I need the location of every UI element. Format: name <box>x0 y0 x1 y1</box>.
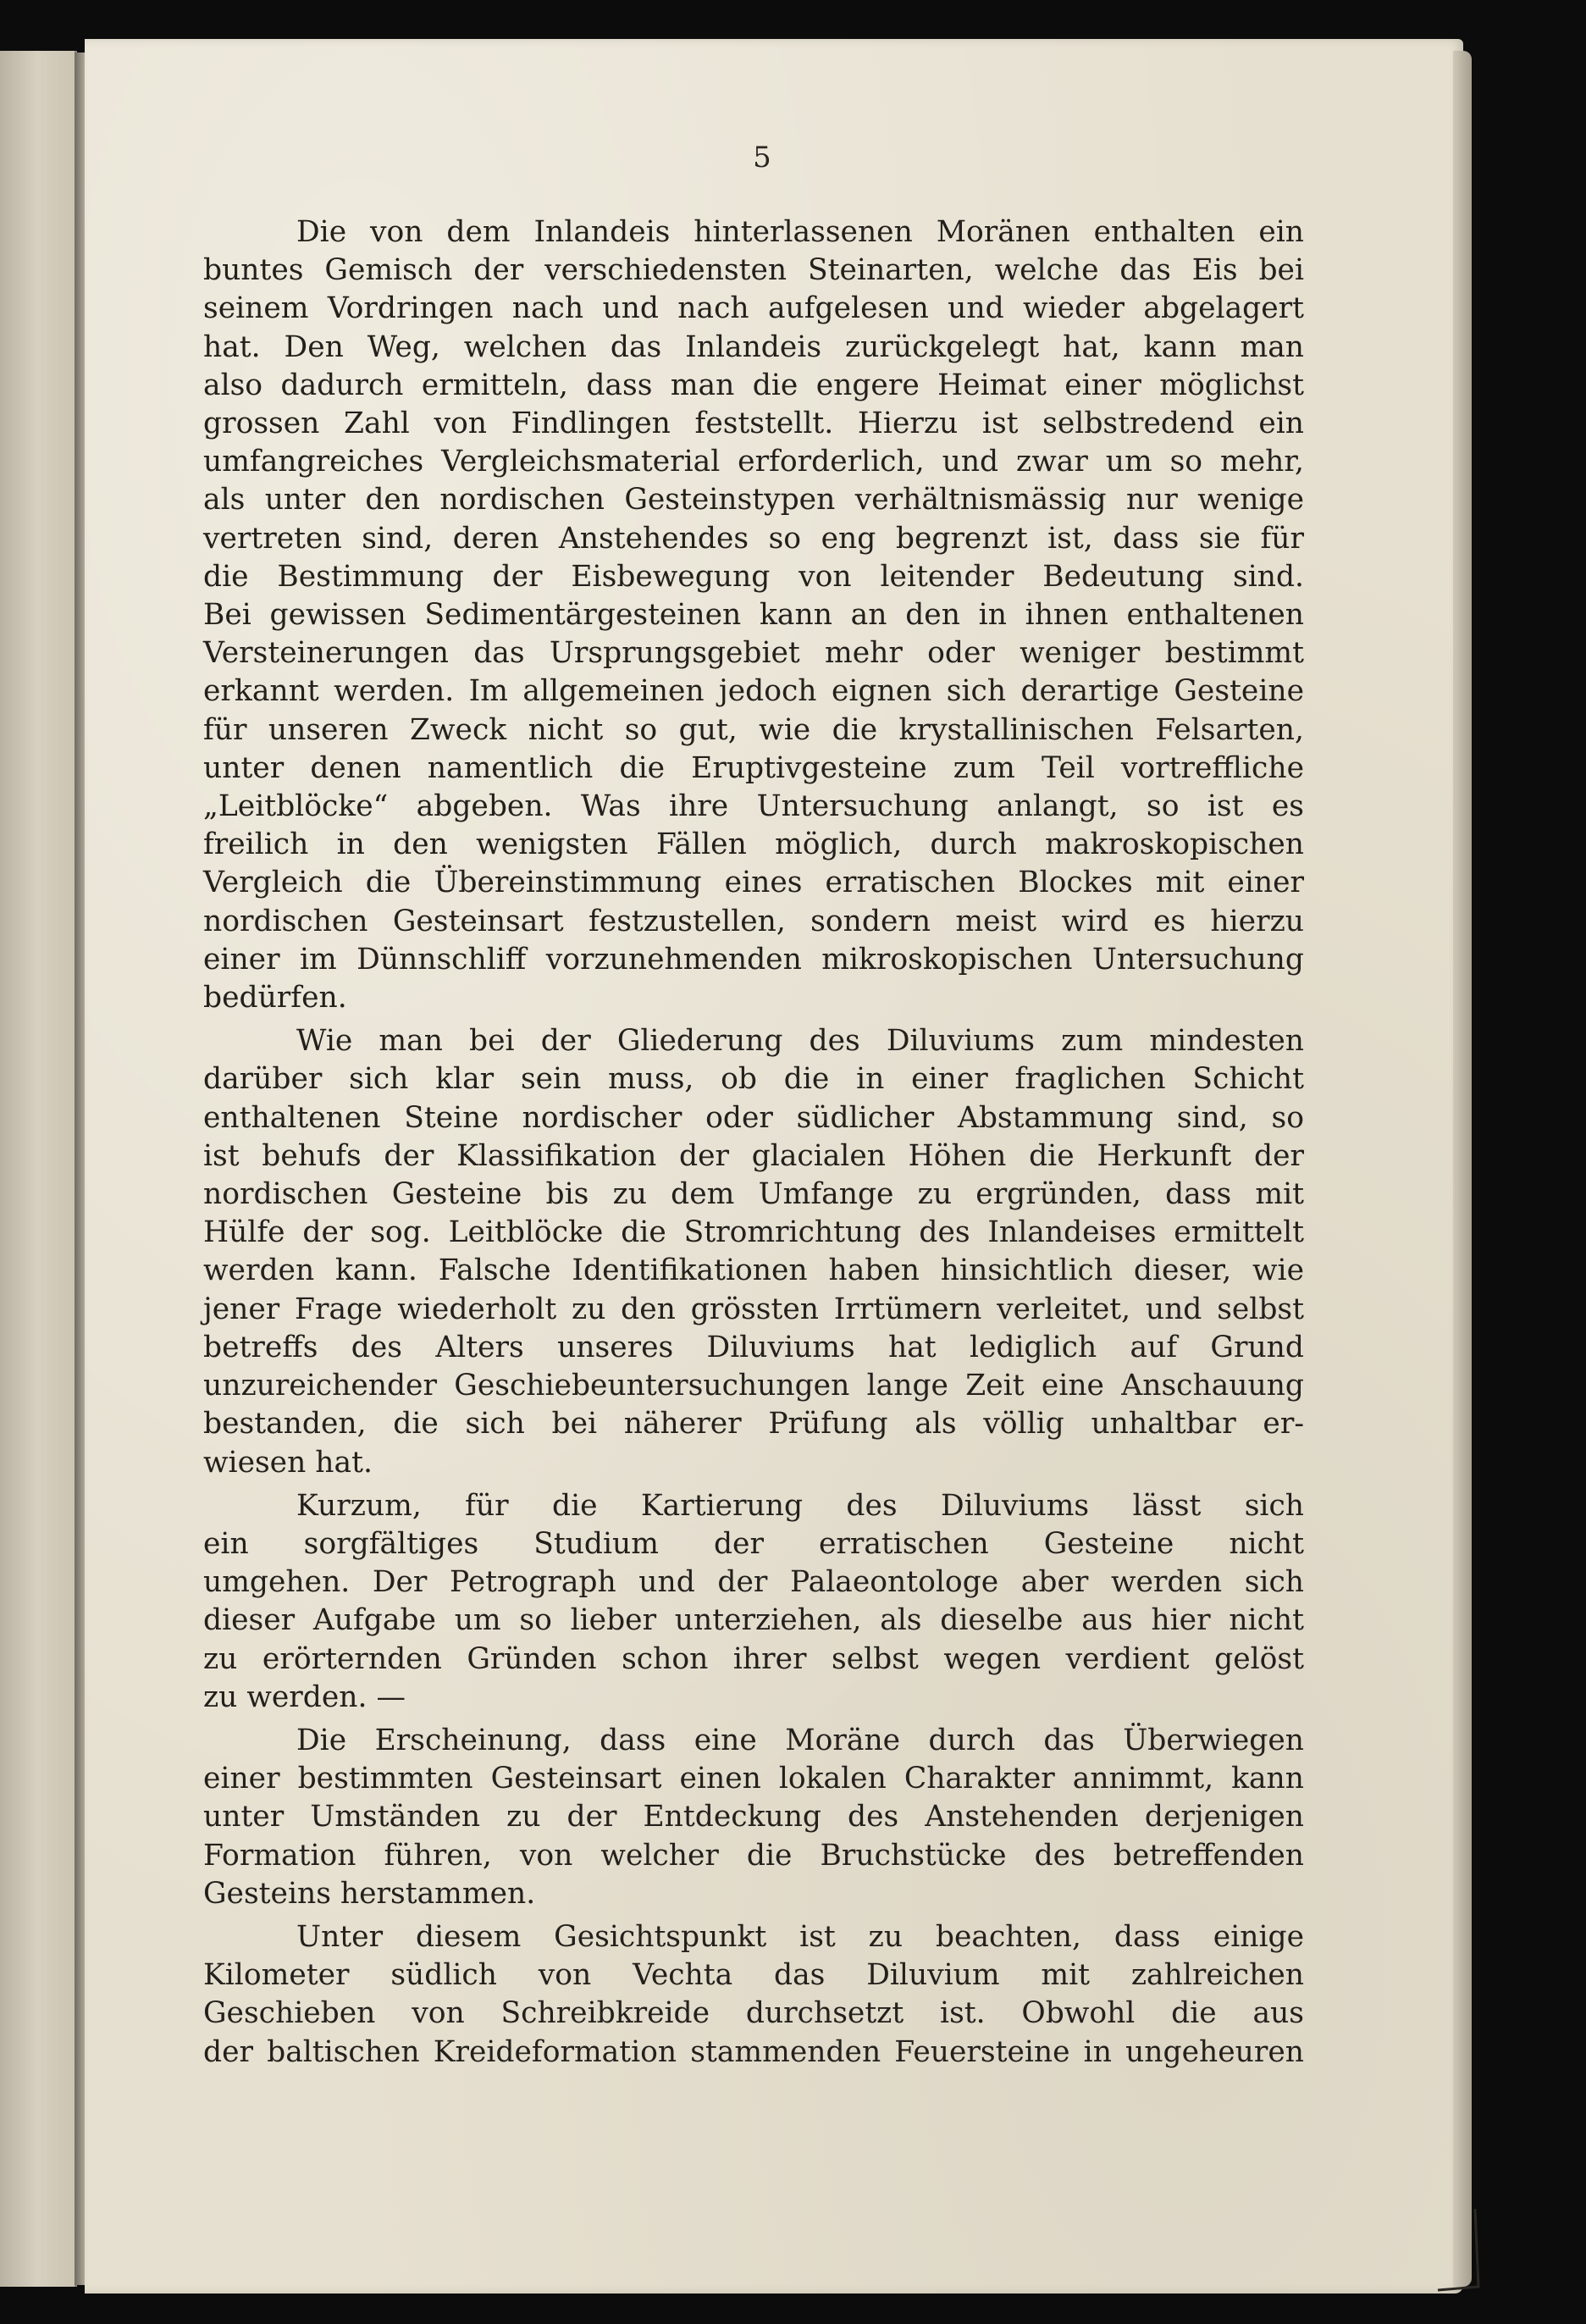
text-line: hat. Den Weg, welchen das Inlandeis zurückgelegt hat, kann man <box>203 329 1304 364</box>
text-line: umfangreiches Vergleichsmaterial erforderlich, und zwar um so mehr, <box>203 445 1304 479</box>
text-line: bedürfen. <box>203 981 347 1015</box>
text-line: Gesteins herstammen. <box>203 1876 536 1911</box>
text-line: enthaltenen Steine nordischer oder südlicher Abstammung sind, so <box>203 1100 1304 1135</box>
text-line: also dadurch ermitteln, dass man die engere Heimat einer möglichst <box>203 368 1304 402</box>
text-line: „Leitblöcke“ abgeben. Was ihre Untersuchung anlangt, so ist es <box>203 789 1304 824</box>
text-line: zu erörternden Gründen schon ihrer selbst wegen verdient gelöst <box>203 1641 1304 1676</box>
text-line: Versteinerungen das Ursprungsgebiet mehr oder weniger bestimmt <box>203 636 1304 671</box>
text-line: als unter den nordischen Gesteinstypen verhältnismässig nur wenige <box>203 483 1304 517</box>
text-line: erkannt werden. Im allgemeinen jedoch eignen sich derartige Gesteine <box>203 674 1304 709</box>
text-line: umgehen. Der Petrograph und der Palaeontologe aber werden sich <box>203 1565 1304 1600</box>
text-line: einer im Dünnschliff vorzunehmenden mikroskopischen Untersuchung <box>203 942 1304 977</box>
page-right-edge <box>1453 51 1472 2287</box>
text-line: Kilometer südlich von Vechta das Diluvium mit zahlreichen <box>203 1958 1304 1993</box>
text-line: grossen Zahl von Findlingen feststellt. Hierzu ist selbstredend ein <box>203 407 1304 441</box>
text-line: Geschieben von Schreibkreide durchsetzt ist. Obwohl die aus <box>203 1996 1304 2031</box>
text-line: freilich in den wenigsten Fällen möglich, durch makroskopischen <box>203 827 1304 862</box>
text-line: darüber sich klar sein muss, ob die in einer fraglichen Schicht <box>203 1062 1304 1097</box>
text-line: die Bestimmung der Eisbewegung von leitender Bedeutung sind. <box>203 559 1304 594</box>
text-line: ist behufs der Klassifikation der glacialen Höhen die Herkunft der <box>203 1138 1304 1173</box>
text-line: bestanden, die sich bei näherer Prüfung als völlig unhaltbar er- <box>203 1407 1304 1441</box>
text-line: ein sorgfältiges Studium der erratischen Gesteine nicht <box>203 1526 1304 1561</box>
text-line: wiesen hat. <box>203 1445 373 1480</box>
text-line: Vergleich die Übereinstimmung eines erratischen Blockes mit einer <box>203 866 1304 900</box>
text-line: dieser Aufgabe um so lieber unterziehen, als dieselbe aus hier nicht <box>203 1603 1304 1638</box>
text-line: Bei gewissen Sedimentärgesteinen kann an den in ihnen enthaltenen <box>203 598 1304 633</box>
text-line: unter denen namentlich die Eruptivgesteine zum Teil vortreffliche <box>203 750 1304 785</box>
text-line: seinem Vordringen nach und nach aufgelesen und wieder abgelagert <box>203 291 1304 326</box>
text-line: unter Umständen zu der Entdeckung des Anstehenden derjenigen <box>203 1800 1304 1834</box>
text-line: unzureichender Geschiebeuntersuchungen lange Zeit eine Anschauung <box>203 1369 1304 1403</box>
text-line: Die Erscheinung, dass eine Moräne durch das Überwiegen <box>296 1723 1304 1757</box>
text-line: Wie man bei der Gliederung des Diluviums zum mindesten <box>296 1024 1304 1059</box>
body-text <box>203 213 1304 2072</box>
text-line: nordischen Gesteine bis zu dem Umfange zu ergründen, dass mit <box>203 1177 1304 1212</box>
page-number: 5 <box>753 141 771 174</box>
page-corner-mark <box>1431 2202 1482 2295</box>
text-line: buntes Gemisch der verschiedensten Steinarten, welche das Eis bei <box>203 253 1304 288</box>
text-line: Hülfe der sog. Leitblöcke die Stromrichtung des Inlandeises ermittelt <box>203 1215 1304 1250</box>
text-line: zu werden. — <box>203 1679 406 1714</box>
text-line: für unseren Zweck nicht so gut, wie die krystallinischen Felsarten, <box>203 712 1304 747</box>
text-line: nordischen Gesteinsart festzustellen, sondern meist wird es hierzu <box>203 904 1304 938</box>
text-line: der baltischen Kreideformation stammenden Feuersteine in ungeheuren <box>203 2034 1304 2069</box>
text-line: werden kann. Falsche Identifikationen haben hinsichtlich dieser, wie <box>203 1253 1304 1288</box>
text-line: Die von dem Inlandeis hinterlassenen Moränen enthalten ein <box>296 215 1304 249</box>
text-line: Formation führen, von welcher die Bruchstücke des betreffenden <box>203 1838 1304 1873</box>
text-line: betreffs des Alters unseres Diluviums hat lediglich auf Grund <box>203 1330 1304 1364</box>
text-line: einer bestimmten Gesteinsart einen lokalen Charakter annimmt, kann <box>203 1762 1304 1796</box>
text-line: Unter diesem Gesichtspunkt ist zu beachten, dass einige <box>296 1919 1304 1954</box>
text-line: vertreten sind, deren Anstehendes so eng begrenzt ist, dass sie für <box>203 521 1304 556</box>
text-line: Kurzum, für die Kartierung des Diluviums lässt sich <box>296 1488 1304 1523</box>
text-line: jener Frage wiederholt zu den grössten Irrtümern verleitet, und selbst <box>203 1292 1304 1326</box>
left-page-edge <box>0 51 77 2287</box>
